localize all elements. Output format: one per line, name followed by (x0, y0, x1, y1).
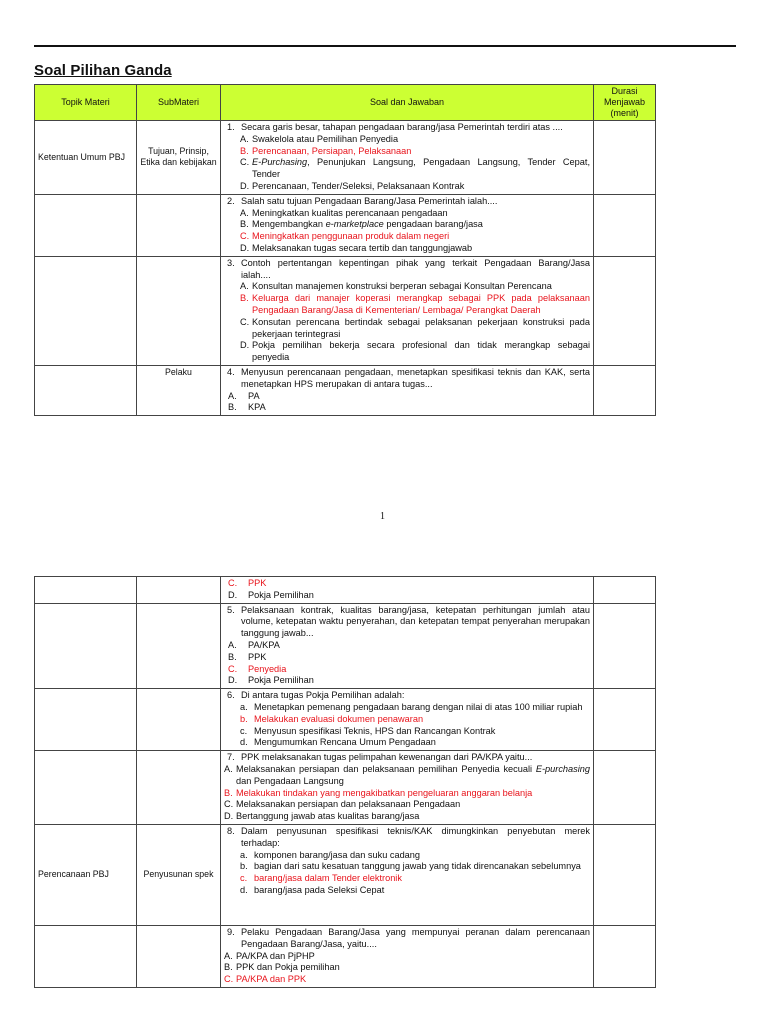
top-rule (34, 45, 736, 47)
option-a: a. Menetapkan pemenang pengadaan barang dengan nilai di atas 100 miliar rupiah (240, 701, 583, 712)
table-row (35, 689, 656, 751)
topik-cell (35, 751, 137, 825)
submateri-cell (137, 256, 221, 365)
option-a: A. Swakelola atau Pemilihan Penyedia (240, 133, 399, 144)
topik-cell (35, 603, 137, 689)
question-text: 2. Salah satu tujuan Pengadaan Barang/Jasa Pemerintah ialah.... (227, 195, 498, 206)
question-text: 9. Pelaku Pengadaan Barang/Jasa yang mempunyai peranan dalam perencanaan Pengadaan Barang/Jasa, yaitu.... (227, 926, 590, 949)
option-b: B. Mengembangkan e-marketplace pengadaan barang/jasa (240, 219, 483, 230)
option-d: D. Bertanggung jawab atas kualitas barang/jasa (224, 811, 420, 822)
option-a: a. komponen barang/jasa dan suku cadang (240, 849, 421, 860)
submateri-cell: Tujuan, Prinsip, Etika dan kebijakan (137, 121, 221, 195)
submateri-cell (137, 925, 221, 987)
durasi-cell (594, 689, 656, 751)
option-a: A. PA/KPA dan PjPHP (224, 950, 315, 961)
header-topik: Topik Materi (35, 85, 137, 121)
question-text: 7. PPK melaksanakan tugas pelimpahan kewenangan dari PA/KPA yaitu... (227, 752, 533, 763)
submateri-cell: Penyusunan spek (137, 824, 221, 925)
option-c: c. Menyusun spesifikasi Teknis, HPS dan Rancangan Kontrak (240, 725, 496, 736)
durasi-cell (594, 603, 656, 689)
question-text: 1. Secara garis besar, tahapan pengadaan barang/jasa Pemerintah terdiri atas .... (227, 122, 563, 132)
topik-cell: Perencanaan PBJ (35, 824, 137, 925)
submateri-cell (137, 194, 221, 256)
table-header-row (35, 85, 656, 121)
table-row (35, 751, 656, 825)
durasi-cell (594, 751, 656, 825)
table-row (35, 121, 656, 195)
option-a: A. Konsultan manajemen konstruksi berperan sebagai Konsultan Perencana (240, 281, 552, 292)
questions-table-page1 (34, 84, 656, 416)
option-b-correct: b. Melakukan evaluasi dokumen penawaran (240, 713, 424, 724)
table-row (35, 925, 656, 987)
option-b: B. PPK (228, 651, 267, 662)
option-c-correct: C. PPK (228, 578, 267, 588)
option-d: D. Perencanaan, Tender/Seleksi, Pelaksanaan Kontrak (240, 180, 465, 191)
question-cell (221, 577, 594, 604)
durasi-cell (594, 365, 656, 415)
header-durasi: Durasi Menjawab (menit) (594, 85, 656, 121)
question-cell (221, 751, 594, 825)
option-d: D. Pokja Pemilihan (228, 675, 314, 686)
option-b: B. KPA (228, 402, 266, 413)
question-cell (221, 121, 594, 195)
option-a: A. PA (228, 390, 260, 401)
header-submateri: SubMateri (137, 85, 221, 121)
table-row (35, 256, 656, 365)
option-b: B. PPK dan Pokja pemilihan (224, 962, 340, 973)
option-c-correct: C. Meningkatkan penggunaan produk dalam negeri (240, 231, 450, 242)
topik-cell (35, 365, 137, 415)
durasi-cell (594, 824, 656, 925)
table-row (35, 603, 656, 689)
question-text: 3. Contoh pertentangan kepentingan pihak yang terkait Pengadaan Barang/Jasa ialah.... (227, 257, 590, 280)
option-d: d. Mengumumkan Rencana Umum Pengadaan (240, 737, 436, 748)
option-b: b. bagian dari satu kesatuan tanggung jawab yang tidak direncanakan sebelumnya (240, 861, 581, 872)
option-c-correct: C. Penyedia (228, 663, 287, 674)
option-c-correct: C. PA/KPA dan PPK (224, 974, 307, 985)
submateri-cell (137, 577, 221, 604)
option-c-correct: c. barang/jasa dalam Tender elektronik (240, 873, 402, 884)
option-d: D. Pokja Pemilihan (228, 589, 314, 600)
question-text: 5. Pelaksanaan kontrak, kualitas barang/jasa, ketepatan perhitungan jumlah atau volume, ketepatan waktu penyerahan, dan ketepatan tempat penyerahan merupakan tanggung jawab... (227, 604, 590, 639)
submateri-cell (137, 603, 221, 689)
option-b-correct: B. Perencanaan, Persiapan, Pelaksanaan (240, 145, 412, 156)
topik-cell (35, 689, 137, 751)
submateri-cell: Pelaku (137, 365, 221, 415)
question-cell (221, 925, 594, 987)
durasi-cell (594, 121, 656, 195)
question-text: 8. Dalam penyusunan spesifikasi teknis/KAK dimungkinkan penyebutan merek terhadap: (227, 825, 590, 848)
durasi-cell (594, 256, 656, 365)
option-d: d. barang/jasa pada Seleksi Cepat (240, 884, 385, 895)
question-cell (221, 689, 594, 751)
table-row (35, 824, 656, 925)
topik-cell (35, 925, 137, 987)
durasi-cell (594, 194, 656, 256)
durasi-cell (594, 925, 656, 987)
page-number: 1 (380, 511, 385, 522)
option-c: C. E-Purchasing, Penunjukan Langsung, Pengadaan Langsung, Tender Cepat, Tender (240, 157, 590, 180)
option-d: D. Pokja pemilihan bekerja secara profesional dan tidak merangkap sebagai penyedia (240, 340, 590, 363)
question-cell (221, 365, 594, 415)
table-row (35, 365, 656, 415)
question-cell (221, 194, 594, 256)
submateri-cell (137, 689, 221, 751)
topik-cell (35, 256, 137, 365)
option-d: D. Melaksanakan tugas secara tertib dan tanggungjawab (240, 242, 473, 253)
option-c: C. Konsutan perencana bertindak sebagai pelaksanan pekerjaan konstruksi pada pekerjaan terintegrasi (240, 316, 590, 339)
option-a: A. Melaksanakan persiapan dan pelaksanaan pemilihan Penyedia kecuali E-purchasing dan Pengadaan Langsung (224, 763, 590, 786)
submateri-cell (137, 751, 221, 825)
question-cell (221, 824, 594, 925)
question-text: 4. Menyusun perencanaan pengadaan, menetapkan spesifikasi teknis dan KAK, serta menetapkan HPS merupakan di antara tugas... (227, 366, 590, 389)
question-text: 6. Di antara tugas Pokja Pemilihan adalah: (227, 690, 405, 701)
question-cell (221, 256, 594, 365)
table-row (35, 194, 656, 256)
header-soal: Soal dan Jawaban (221, 85, 594, 121)
questions-table-page2 (34, 576, 656, 988)
durasi-cell (594, 577, 656, 604)
option-b-correct: B. Keluarga dari manajer koperasi merangkap sebagai PPK pada pelaksanaan Pengadaan Barang/Jasa di Kementerian/ Lembaga/ Perangkat Daerah (240, 293, 590, 315)
option-b-correct: B. Melakukan tindakan yang mengakibatkan pengeluaran anggaran belanja (224, 787, 533, 798)
topik-cell (35, 577, 137, 604)
table-row (35, 577, 656, 604)
question-cell (221, 603, 594, 689)
topik-cell (35, 194, 137, 256)
option-c: C. Melaksanakan persiapan dan pelaksanaan Pengadaan (224, 799, 461, 810)
page-title: Soal Pilihan Ganda (34, 62, 172, 79)
option-a: A. PA/KPA (228, 639, 280, 650)
topik-cell: Ketentuan Umum PBJ (35, 121, 137, 195)
option-a: A. Meningkatkan kualitas perencanaan pengadaan (240, 207, 448, 218)
